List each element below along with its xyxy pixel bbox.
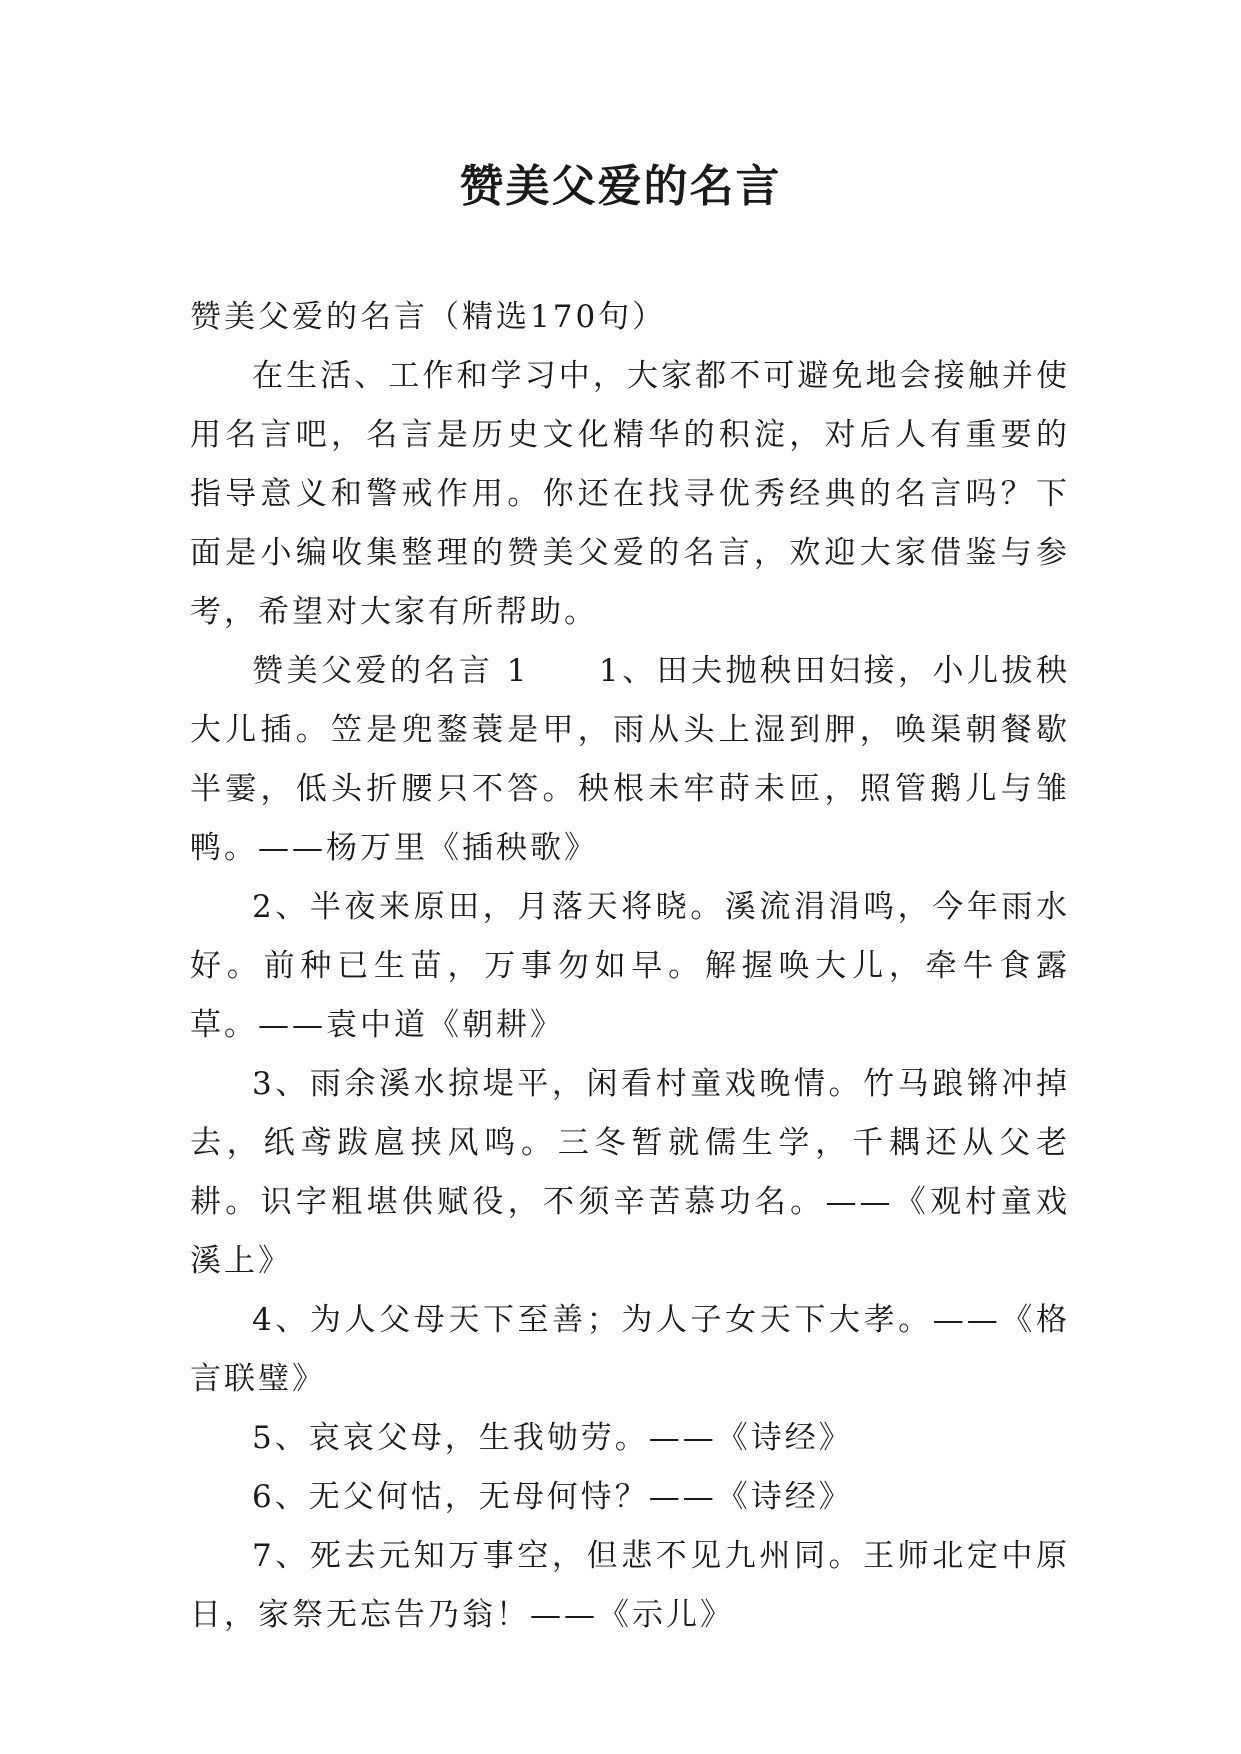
document-title: 赞美父爱的名言 <box>459 161 782 212</box>
document-subtitle: 赞美父爱的名言（精选170句） <box>190 299 667 335</box>
intro-paragraph: 在生活、工作和学习中，大家都不可避免地会接触并使用名言吧，名言是历史文化精华的积淀，对后人有重要的指导意义和警戒作用。你还在找寻优秀经典的名言吗？下面是小编收集整理的赞美父爱的名言，欢迎大家借鉴与参考，希望对大家有所帮助。 <box>190 358 1070 630</box>
quote-paragraph-4: 4、为人父母天下至善；为人子女天下大孝。——《格言联璧》 <box>190 1302 1070 1397</box>
quote-paragraph-5: 5、哀哀父母，生我劬劳。——《诗经》 <box>252 1420 853 1456</box>
quote-paragraph-2: 2、半夜来原田，月落天将晓。溪流涓涓鸣，今年雨水好。前种已生苗，万事勿如早。解握唤大儿，牵牛食露草。——袁中道《朝耕》 <box>190 889 1070 1043</box>
quote-paragraph-7: 7、死去元知万事空，但悲不见九州同。王师北定中原日，家祭无忘告乃翁！——《示儿》 <box>190 1538 1070 1633</box>
document-body <box>190 288 1070 1645</box>
quote-paragraph-1: 赞美父爱的名言 1 1、田夫抛秧田妇接，小儿拔秧大儿插。笠是兜鍪蓑是甲，雨从头上湿到胛，唤渠朝餐歇半霎，低头折腰只不答。秧根未牢莳未匝，照管鹅儿与雏鸭。——杨万里《插秧歌》 <box>190 653 1070 866</box>
quote-paragraph-3: 3、雨余溪水掠堤平，闲看村童戏晚情。竹马踉锵冲掉去，纸鸢跋扈挟风鸣。三冬暂就儒生学，千耦还从父老耕。识字粗堪供赋役，不须辛苦慕功名。——《观村童戏溪上》 <box>190 1066 1070 1279</box>
quote-paragraph-6: 6、无父何怙，无母何恃？——《诗经》 <box>252 1479 853 1515</box>
